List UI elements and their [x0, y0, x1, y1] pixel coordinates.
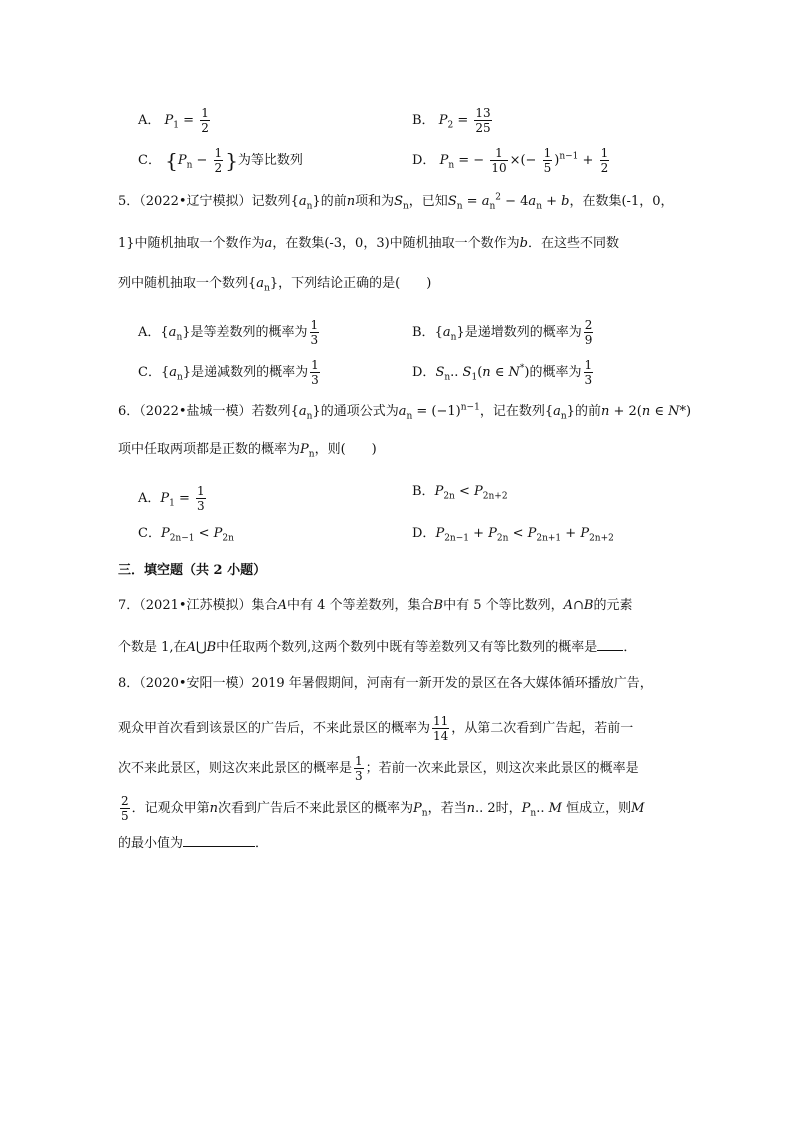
- q6-line-1: 6．（2022•盐城一模）若数列$\{a_n\}$的通项公式为$a_n = (-1)^{n-1}$，记在数列$\{a_n\}$的前n + 2(n ∈ N*): [118, 402, 692, 422]
- q4-option-a: A． $P_1$ = $\frac{1}{2}$: [138, 106, 209, 135]
- q5-line-1: 5．（2022•辽宁模拟）记数列$\{a_n\}$的前n项和为$S_n$，已知$S_n = a_n^2 - 4a_n + b$，在数集(-1，0，: [118, 192, 674, 212]
- q8-line-3: 次不来此景区，则这次来此景区的概率是 $\frac{1}{3}$ ；若前一次来此景区，则这次来此景区的概率是: [118, 754, 639, 783]
- q4-option-d: D． $P_n$ = − $\frac{1}{10}$ ×(− $\frac{1}{5}$ )$^{n-1}$ + $\frac{1}{2}$: [412, 146, 609, 175]
- q6-option-d: D．$P_{2n-1} + P_{2n} < P_{2n+1} + P_{2n+2}$: [412, 526, 614, 544]
- q7-line-2: 个数是 1,在A⋃B中任取两个数列,这两个数列中既有等差数列又有等比数列的概率是 ．: [118, 640, 637, 655]
- q5-option-b: B．$\{a_n\}$是递增数列的概率为 $\frac{2}{9}$: [412, 318, 593, 347]
- q4-option-b: B． $P_2$ = $\frac{13}{25}$: [412, 106, 491, 135]
- q4-option-c: C． {$P_n$ − $\frac{1}{2}$ }为等比数列: [138, 146, 303, 175]
- q5-option-c: C．$\{a_n\}$是递减数列的概率为 $\frac{1}{3}$: [138, 358, 319, 387]
- q6-option-a: A．$P_1$ = $\frac{1}{3}$: [138, 484, 205, 513]
- q6-option-c: C．$P_{2n-1} < P_{2n}$: [138, 526, 234, 544]
- q6-line-2: 项中任取两项都是正数的概率为$P_n$，则( ): [118, 442, 377, 460]
- q8-line-1: 8．（2020•安阳一模）2019 年暑假期间，河南有一新开发的景区在各大媒体循环播放广告，: [118, 676, 653, 691]
- q6-option-b: B．$P_{2n} < P_{2n+2}$: [412, 484, 508, 502]
- q7-line-1: 7．（2021•江苏模拟）集合A中有 4 个等差数列，集合B中有 5 个等比数列，A∩B的元素: [118, 598, 633, 613]
- q8-line-5: 的最小值为 ．: [118, 836, 269, 851]
- answer-blank[interactable]: [183, 834, 255, 847]
- q5-line-3: 列中随机抽取一个数列$\{a_n\}$，下列结论正确的是( ): [118, 276, 432, 294]
- section-heading: 三．填空题（共 2 小题）: [118, 563, 267, 578]
- q5-line-2: 1}中随机抽取一个数作为a，在数集(-3，0，3)中随机抽取一个数作为b．在这些不同数: [118, 236, 620, 251]
- q5-option-a: A．$\{a_n\}$是等差数列的概率为 $\frac{1}{3}$: [138, 318, 319, 347]
- q8-line-4: $\frac{2}{5}$ ．记观众甲第n次看到广告后不来此景区的概率为$P_n$，若当n.. 2时，$P_n$.. M 恒成立，则M: [121, 794, 645, 823]
- answer-blank[interactable]: [597, 638, 623, 651]
- q8-line-2: 观众甲首次看到该景区的广告后，不来此景区的概率为 $\frac{11}{14}$ ，从第二次看到广告起，若前一: [118, 714, 634, 743]
- q5-option-d: D．$S_n$.. $S_1(n$ ∈ N*)的概率为 $\frac{1}{3}$: [412, 358, 593, 387]
